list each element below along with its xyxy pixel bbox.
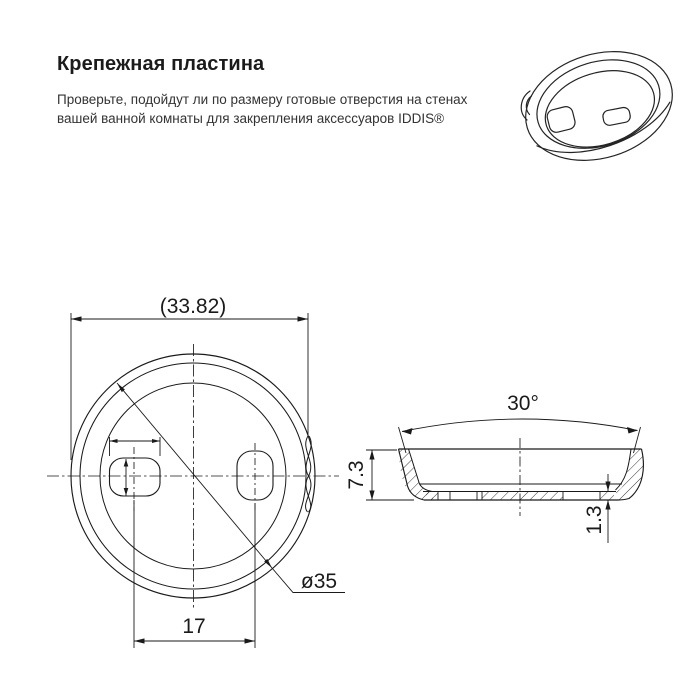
base-hatch-a (426, 492, 438, 501)
arrow (245, 638, 256, 643)
arrow (124, 459, 129, 467)
subtitle-line-2: вашей ванной комнаты для закрепления аксессуаров IDDIS® (57, 111, 445, 126)
front-view (47, 295, 345, 648)
left-mount-slot (110, 458, 161, 496)
angle-dimension (399, 419, 641, 453)
page-title: Крепежная пластина (57, 53, 265, 75)
arrow (402, 428, 413, 435)
thickness-dimension-label: 1.3 (583, 505, 606, 535)
arrow (605, 482, 610, 492)
arrow (152, 439, 160, 443)
arrow (124, 488, 129, 496)
arrow (71, 316, 82, 321)
overall-width-dimension-label: (33.82) (159, 295, 227, 318)
arrow (134, 638, 145, 643)
side-view (345, 392, 643, 543)
arrow (369, 491, 374, 501)
hole-spacing-dimension-label: 17 (182, 615, 206, 638)
side-tab (521, 91, 531, 120)
arrow (369, 450, 374, 460)
arrow (605, 500, 610, 510)
left-slot-3d (546, 105, 577, 134)
arrow (627, 427, 638, 434)
arrow (110, 439, 118, 443)
arrow (298, 316, 309, 321)
overall-width-dimension (71, 313, 308, 460)
right-slot-3d (602, 106, 631, 126)
base-hatch-c (600, 492, 614, 501)
product-3d-illustration (512, 34, 686, 177)
inner-rim-ellipse (526, 46, 671, 163)
subtitle-line-1: Проверьте, подойдут ли по размеру готовые отверстия на стенах (57, 92, 468, 107)
height-dimension-label: 7.3 (345, 460, 368, 490)
angle-dimension-label: 30° (507, 392, 539, 415)
diameter-dimension-label: ø35 (300, 570, 338, 593)
base-hatch-b (482, 492, 563, 501)
